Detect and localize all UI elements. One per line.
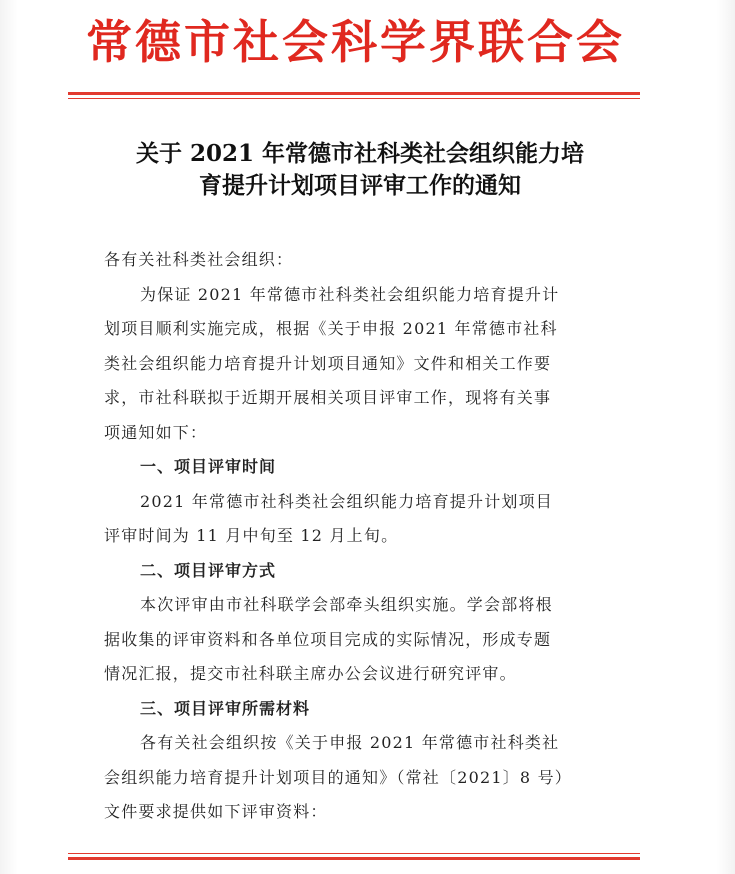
footer-rule-thick [68, 857, 640, 860]
intro-line: 划项目顺利实施完成，根据《关于申报 2021 年常德市社科 [104, 319, 558, 338]
section-3-line: 文件要求提供如下评审资料： [104, 802, 328, 821]
document-title-line-2: 育提升计划项目评审工作的通知 [199, 172, 521, 199]
section-1-line: 2021 年常德市社科类社会组织能力培育提升计划项目 [140, 491, 554, 511]
section-2-line: 据收集的评审资料和各单位项目完成的实际情况，形成专题 [104, 629, 552, 649]
letterhead-organization: 常德市社会科学界联合会 [86, 15, 625, 69]
section-2-heading: 二、项目评审方式 [140, 560, 277, 580]
section-3-line: 会组织能力培育提升计划项目的通知》（常社〔2021〕8 号） [104, 767, 572, 787]
section-1-heading: 一、项目评审时间 [140, 457, 277, 476]
intro-line: 项通知如下： [104, 422, 208, 442]
section-2-line: 情况汇报，提交市社科联主席办公会议进行研究评审。 [104, 664, 517, 683]
section-3-line: 各有关社会组织按《关于申报 2021 年常德市社科类社 [140, 733, 560, 752]
intro-line: 为保证 2021 年常德市社科类社会组织能力培育提升计 [140, 284, 560, 304]
letterhead-rule-thick [68, 92, 640, 95]
salutation: 各有关社科类社会组织： [104, 250, 294, 269]
letterhead-rule-thin [68, 98, 640, 99]
intro-line: 类社会组织能力培育提升计划项目通知》文件和相关工作要 [104, 353, 552, 373]
footer-rule-thin [68, 853, 640, 854]
document-body [104, 243, 624, 830]
intro-line: 求，市社科联拟于近期开展相关项目评审工作，现将有关事 [104, 388, 552, 407]
section-3-heading: 三、项目评审所需材料 [140, 698, 311, 718]
section-2-line: 本次评审由市社科联学会部牵头组织实施。学会部将根 [140, 595, 553, 614]
document-title-line-1: 关于 2021 年常德市社科类社会组织能力培 [135, 140, 585, 167]
document-title [100, 138, 620, 202]
section-1-line: 评审时间为 11 月中旬至 12 月上旬。 [104, 526, 399, 545]
